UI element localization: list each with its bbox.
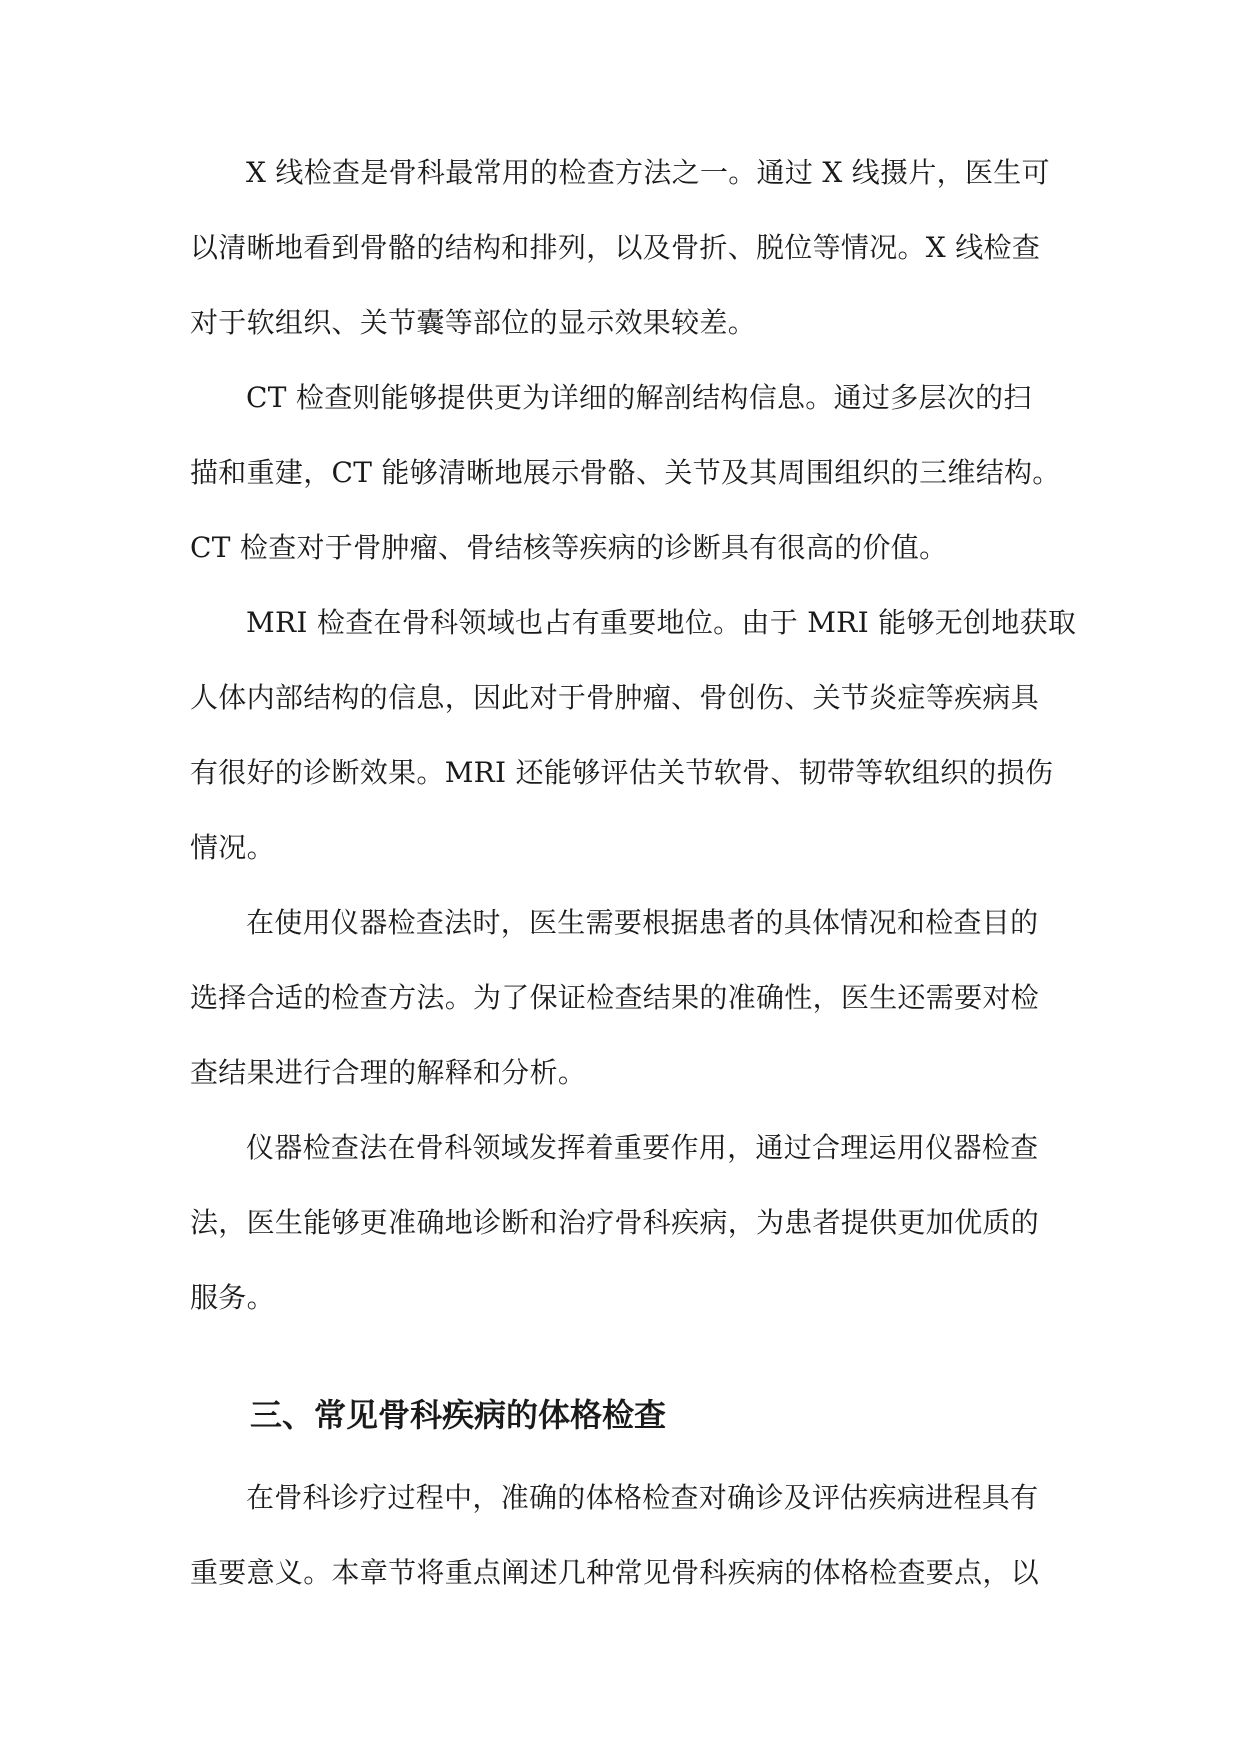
paragraph-usage-line-3: 查结果进行合理的解释和分析。 — [190, 1056, 587, 1089]
paragraph-summary-line-1: 仪器检查法在骨科领域发挥着重要作用，通过合理运用仪器检查 — [246, 1131, 1039, 1164]
paragraph-ct-line-2: 描和重建，CT 能够清晰地展示骨骼、关节及其周围组织的三维结构。 — [190, 456, 1061, 489]
paragraph-xray-line-3: 对于软组织、关节囊等部位的显示效果较差。 — [190, 306, 757, 339]
paragraph-mri-line-4: 情况。 — [190, 831, 275, 864]
paragraph-summary-line-2: 法，医生能够更准确地诊断和治疗骨科疾病，为患者提供更加优质的 — [190, 1206, 1040, 1239]
paragraph-mri-line-2: 人体内部结构的信息，因此对于骨肿瘤、骨创伤、关节炎症等疾病具 — [190, 681, 1040, 714]
paragraph-usage-line-2: 选择合适的检查方法。为了保证检查结果的准确性，医生还需要对检 — [190, 981, 1040, 1014]
paragraph-usage-line-1: 在使用仪器检查法时，医生需要根据患者的具体情况和检查目的 — [246, 906, 1039, 939]
paragraph-exam-line-2: 重要意义。本章节将重点阐述几种常见骨科疾病的体格检查要点，以 — [190, 1556, 1040, 1589]
paragraph-ct-line-1: CT 检查则能够提供更为详细的解剖结构信息。通过多层次的扫 — [246, 381, 1032, 414]
paragraph-mri-line-3: 有很好的诊断效果。MRI 还能够评估关节软骨、韧带等软组织的损伤 — [190, 756, 1054, 789]
paragraph-exam-line-1: 在骨科诊疗过程中，准确的体格检查对确诊及评估疾病进程具有 — [246, 1481, 1039, 1514]
paragraph-summary-line-3: 服务。 — [190, 1281, 275, 1314]
section-heading: 三、常见骨科疾病的体格检查 — [250, 1396, 667, 1434]
paragraph-xray-line-1: X 线检查是骨科最常用的检查方法之一。通过 X 线摄片，医生可 — [246, 156, 1050, 189]
paragraph-mri-line-1: MRI 检查在骨科领域也占有重要地位。由于 MRI 能够无创地获取 — [246, 606, 1077, 639]
paragraph-ct-line-3: CT 检查对于骨肿瘤、骨结核等疾病的诊断具有很高的价值。 — [190, 531, 948, 564]
paragraph-xray-line-2: 以清晰地看到骨骼的结构和排列，以及骨折、脱位等情况。X 线检查 — [190, 231, 1041, 264]
